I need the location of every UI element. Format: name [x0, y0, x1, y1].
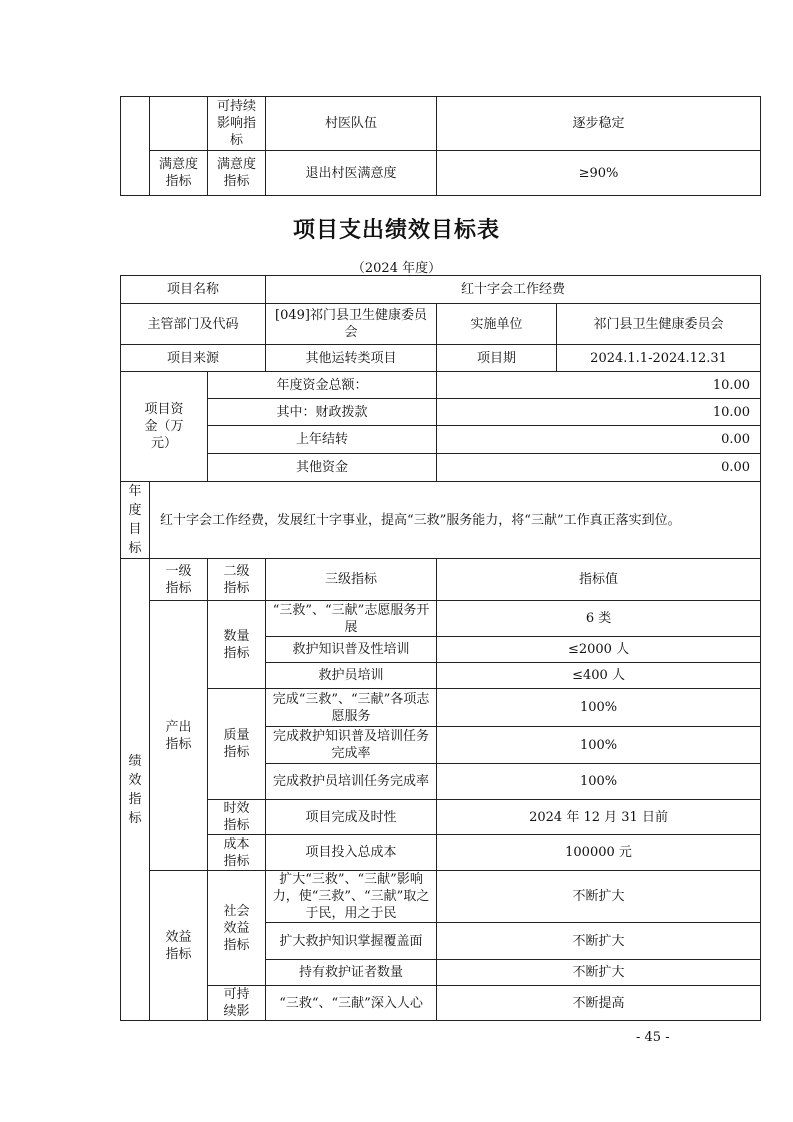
fund-total: 10.00 — [437, 372, 761, 399]
page-title: 项目支出绩效目标表 — [292, 218, 500, 243]
h2: 二级指标 — [208, 559, 266, 601]
u1v: 不断提高 — [437, 986, 761, 1021]
t1v: 2024 年 12 月 31 日前 — [437, 800, 761, 835]
fund-other-label: 其他资金 — [208, 454, 437, 482]
perf-label: 绩效指标 — [121, 559, 150, 1021]
s3: 持有救护证者数量 — [266, 960, 437, 986]
goal: 红十字会工作经费，发展红十字事业，提高“三救”服务能力，将“三献”工作真正落实到位。 — [150, 482, 761, 559]
m3v: 100% — [437, 764, 761, 800]
top-value-2: ≥90% — [437, 151, 761, 196]
quality-label: 质量指标 — [208, 689, 266, 800]
impl-label: 实施单位 — [437, 304, 557, 345]
impl: 祁门县卫生健康委员会 — [557, 304, 761, 345]
top-l3-name-2: 退出村医满意度 — [266, 151, 437, 196]
project-name-label: 项目名称 — [121, 276, 266, 304]
m2v: 100% — [437, 727, 761, 764]
top-l3-label: 可持续影响指标 — [208, 97, 266, 151]
source-label: 项目来源 — [121, 345, 266, 372]
period-label: 项目期 — [437, 345, 557, 372]
fund-fiscal: 10.00 — [437, 399, 761, 426]
fund-other: 0.00 — [437, 454, 761, 482]
top-value: 逐步稳定 — [437, 97, 761, 151]
m1v: 100% — [437, 689, 761, 727]
s2v: 不断扩大 — [437, 923, 761, 960]
top-col2 — [150, 97, 208, 151]
h3: 三级指标 — [266, 559, 437, 601]
s2: 扩大救护知识掌握覆盖面 — [266, 923, 437, 960]
m3: 完成救护员培训任务完成率 — [266, 764, 437, 800]
fund-prev: 0.00 — [437, 426, 761, 454]
fund-total-label: 年度资金总额： — [208, 372, 437, 399]
fund-fiscal-label: 其中：财政拨款 — [208, 399, 437, 426]
h4: 指标值 — [437, 559, 761, 601]
cost-label: 成本指标 — [208, 835, 266, 871]
t1: 项目完成及时性 — [266, 800, 437, 835]
top-col1 — [121, 97, 150, 196]
project-name: 红十字会工作经费 — [266, 276, 761, 304]
fund-label: 项目资金（万元） — [121, 372, 208, 482]
m1: 完成“三救”、“三献”各项志愿服务 — [266, 689, 437, 727]
main-table — [120, 275, 761, 1021]
u1: “三救“、“三献”深入人心 — [266, 986, 437, 1021]
s1: 扩大“三救”、“三献”影响力，使“三救”、“三献”取之于民，用之于民 — [266, 871, 437, 923]
social-label: 社会效益指标 — [208, 871, 266, 986]
q3v: ≤400 人 — [437, 663, 761, 689]
sustain-label: 可持续影 — [208, 986, 266, 1021]
output-label: 产出指标 — [150, 601, 208, 871]
source: 其他运转类项目 — [266, 345, 437, 372]
goal-label: 年度目标 — [121, 482, 150, 559]
q2v: ≤2000 人 — [437, 637, 761, 663]
q1v: 6 类 — [437, 601, 761, 637]
dept: [049]祁门县卫生健康委员会 — [266, 304, 437, 345]
top-l3-name: 村医队伍 — [266, 97, 437, 151]
top-table — [120, 96, 761, 196]
top-l3-label-2: 满意度指标 — [208, 151, 266, 196]
time-label: 时效指标 — [208, 800, 266, 835]
page-number: - 45 - — [636, 1030, 670, 1045]
benefit-label: 效益指标 — [150, 871, 208, 1021]
s1v: 不断扩大 — [437, 871, 761, 923]
c1v: 100000 元 — [437, 835, 761, 871]
q3: 救护员培训 — [266, 663, 437, 689]
quantity-label: 数量指标 — [208, 601, 266, 689]
year-label: （2024 年度） — [351, 261, 442, 276]
period: 2024.1.1-2024.12.31 — [557, 345, 761, 372]
h1: 一级指标 — [150, 559, 208, 601]
m2: 完成救护知识普及培训任务完成率 — [266, 727, 437, 764]
c1: 项目投入总成本 — [266, 835, 437, 871]
s3v: 不断扩大 — [437, 960, 761, 986]
q1: “三救”、“三献”志愿服务开展 — [266, 601, 437, 637]
dept-label: 主管部门及代码 — [121, 304, 266, 345]
q2: 救护知识普及性培训 — [266, 637, 437, 663]
top-l2-label: 满意度指标 — [150, 151, 208, 196]
fund-prev-label: 上年结转 — [208, 426, 437, 454]
